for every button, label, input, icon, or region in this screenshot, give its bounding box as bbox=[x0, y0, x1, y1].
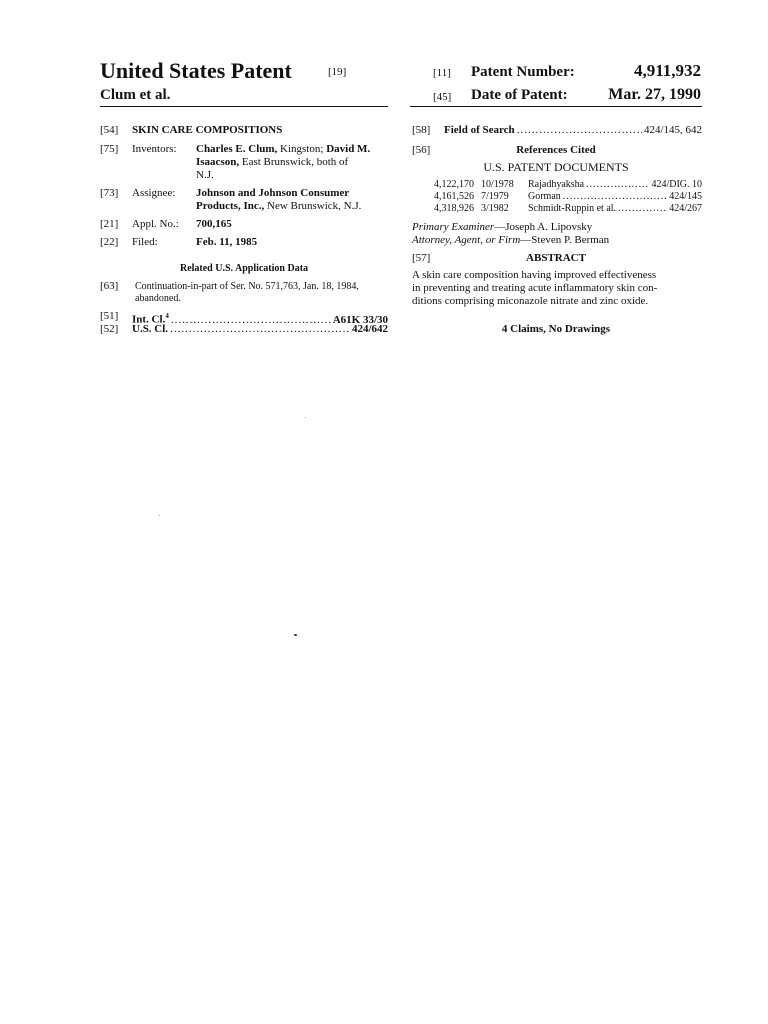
field-22-tag: [22] bbox=[100, 236, 119, 248]
field-of-search-line bbox=[444, 124, 702, 137]
assignee-line-2-place: New Brunswick, N.J. bbox=[267, 200, 362, 212]
continuation-line-2: abandoned. bbox=[135, 293, 181, 304]
references-cited-heading: References Cited bbox=[516, 144, 596, 156]
reference-row bbox=[434, 203, 702, 215]
ref-date: 10/1978 bbox=[481, 179, 514, 190]
abstract-line: in preventing and treating acute inflammatory skin con- bbox=[412, 282, 658, 294]
patent-number-label: Patent Number: bbox=[471, 64, 575, 80]
related-application-heading: Related U.S. Application Data bbox=[179, 263, 309, 274]
scan-speck bbox=[159, 515, 160, 516]
continuation-text bbox=[135, 281, 395, 305]
field-51-tag: [51] bbox=[100, 310, 119, 322]
us-cl-line bbox=[132, 323, 388, 336]
primary-examiner bbox=[412, 221, 592, 234]
us-cl-leader bbox=[170, 323, 350, 336]
assignee-line-1: Johnson and Johnson Consumer bbox=[196, 187, 350, 199]
ref-number: 4,161,526 bbox=[434, 191, 474, 202]
inventor-2-place: East Brunswick, both of bbox=[241, 156, 349, 168]
primary-examiner-name: —Joseph A. Lipovsky bbox=[494, 221, 593, 233]
ref-date: 3/1982 bbox=[481, 203, 509, 214]
inventors-state: N.J. bbox=[196, 169, 214, 181]
attorney-label: Attorney, Agent, or Firm bbox=[412, 234, 521, 246]
assignee-line-2-bold: Products, Inc., bbox=[196, 200, 265, 212]
attorney bbox=[412, 234, 609, 247]
reference-row bbox=[434, 179, 702, 191]
field-73-tag: [73] bbox=[100, 187, 119, 199]
assignee-label: Assignee: bbox=[132, 187, 176, 199]
assignee-value bbox=[196, 187, 396, 213]
scan-speck bbox=[305, 417, 306, 418]
ref-name: Rajadhyaksha bbox=[528, 179, 585, 190]
title-code-tag: [19] bbox=[328, 66, 347, 78]
appl-no-label: Appl. No.: bbox=[132, 218, 179, 230]
header-rule-right bbox=[410, 106, 702, 107]
date-of-patent-tag: [45] bbox=[433, 91, 452, 103]
us-cl-label: U.S. Cl. bbox=[132, 323, 169, 335]
claims-count: 4 Claims, No Drawings bbox=[501, 323, 611, 335]
appl-no-value: 700,165 bbox=[196, 218, 232, 230]
field-52-tag: [52] bbox=[100, 323, 119, 335]
field-21-tag: [21] bbox=[100, 218, 119, 230]
attorney-name: —Steven P. Berman bbox=[520, 234, 610, 246]
filed-date: Feb. 11, 1985 bbox=[196, 236, 258, 248]
header-rule-left bbox=[100, 106, 388, 107]
inventors-value bbox=[196, 143, 396, 182]
us-patent-documents-heading: U.S. PATENT DOCUMENTS bbox=[483, 160, 629, 174]
ref-date: 7/1979 bbox=[481, 191, 509, 202]
field-of-search-value: 424/145, 642 bbox=[643, 124, 702, 136]
ref-class: 424/DIG. 10 bbox=[651, 179, 702, 190]
ref-name: Schmidt-Ruppin et al. bbox=[528, 203, 617, 214]
abstract-line: A skin care composition having improved effectiveness bbox=[412, 269, 657, 281]
field-58-tag: [58] bbox=[412, 124, 431, 136]
inventors-label: Inventors: bbox=[132, 143, 177, 155]
int-cl-label: Int. Cl.$^4$ bbox=[132, 312, 169, 326]
abstract-heading: ABSTRACT bbox=[526, 252, 586, 264]
filed-label: Filed: bbox=[132, 236, 158, 248]
inventor-2-name-a: David M. bbox=[326, 143, 371, 155]
ref-leader bbox=[586, 179, 649, 191]
ref-number: 4,318,926 bbox=[434, 203, 474, 214]
patent-number-tag: [11] bbox=[433, 67, 451, 79]
ref-name: Gorman bbox=[528, 191, 561, 202]
ref-leader bbox=[563, 191, 667, 203]
scan-speck bbox=[294, 634, 297, 636]
inventor-1-name: Charles E. Clum, bbox=[196, 143, 278, 155]
inventor-2-name-b: Isaacson, bbox=[196, 156, 240, 168]
continuation-line-1: Continuation-in-part of Ser. No. 571,763, Jan. 18, 1984, bbox=[135, 281, 359, 292]
patent-number: 4,911,932 bbox=[633, 61, 701, 80]
applicant-name: Clum et al. bbox=[100, 87, 171, 103]
ref-class: 424/267 bbox=[669, 203, 702, 214]
field-57-tag: [57] bbox=[412, 252, 431, 264]
abstract-text bbox=[412, 269, 704, 308]
us-cl-value: 424/642 bbox=[351, 323, 388, 335]
abstract-line: ditions comprising miconazole nitrate and zinc oxide. bbox=[412, 295, 649, 307]
date-of-patent: Mar. 27, 1990 bbox=[608, 86, 701, 103]
field-56-tag: [56] bbox=[412, 144, 431, 156]
field-75-tag: [75] bbox=[100, 143, 119, 155]
reference-row bbox=[434, 191, 702, 203]
date-of-patent-label: Date of Patent: bbox=[471, 87, 568, 103]
field-63-tag: [63] bbox=[100, 280, 119, 292]
field-54-tag: [54] bbox=[100, 124, 119, 136]
ref-number: 4,122,170 bbox=[434, 179, 474, 190]
int-cl-value: A61K 33/30 bbox=[332, 313, 388, 326]
field-of-search-leader bbox=[517, 124, 642, 137]
inventor-1-place: Kingston; bbox=[280, 143, 324, 155]
invention-title: SKIN CARE COMPOSITIONS bbox=[132, 124, 283, 136]
patent-title: United States Patent bbox=[100, 58, 292, 83]
field-of-search-label: Field of Search bbox=[444, 124, 515, 136]
ref-leader bbox=[618, 203, 667, 215]
primary-examiner-label: Primary Examiner bbox=[412, 221, 495, 233]
ref-class: 424/145 bbox=[669, 191, 702, 202]
